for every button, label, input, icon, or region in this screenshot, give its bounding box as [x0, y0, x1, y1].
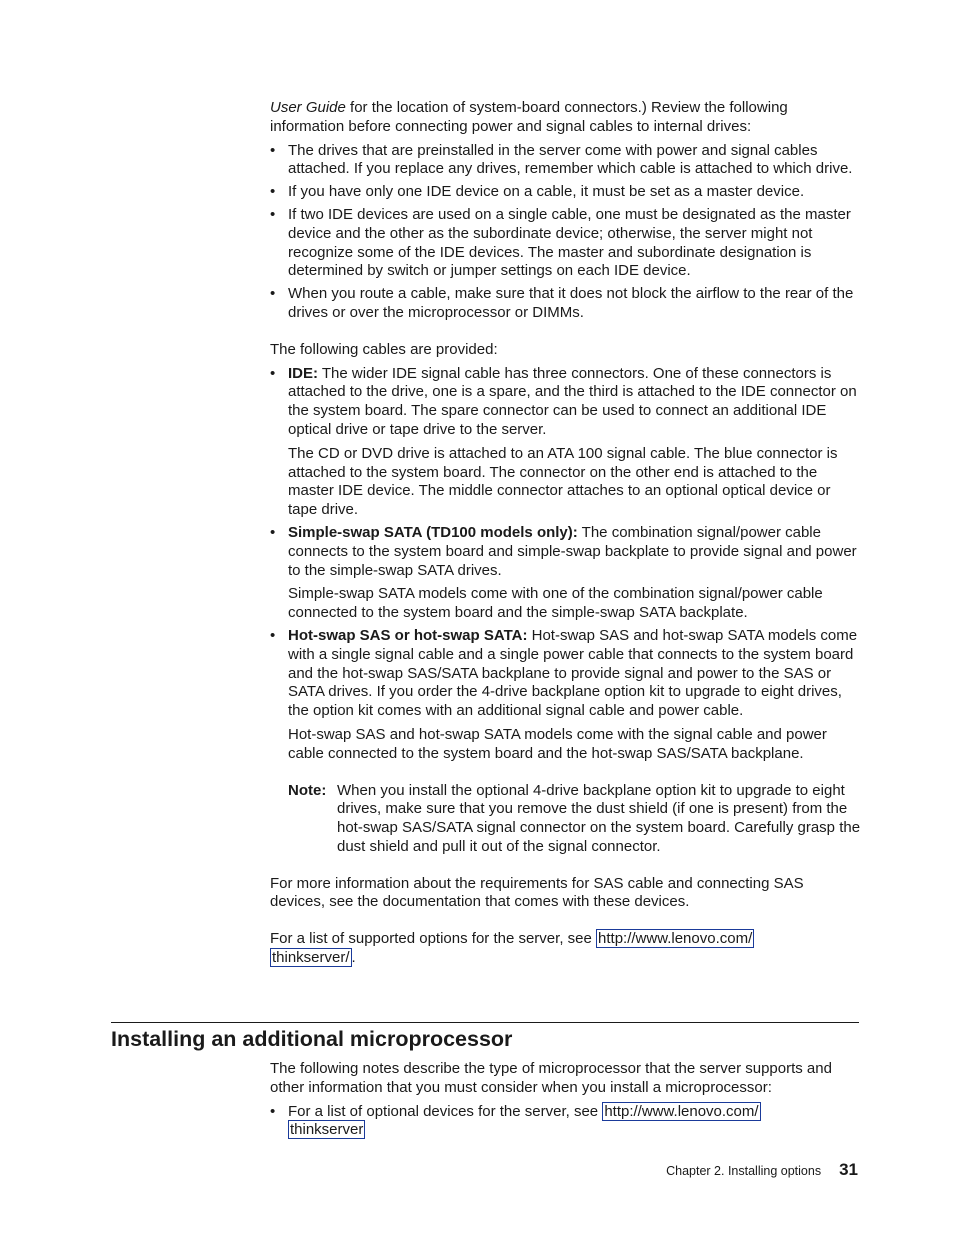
list-item: • When you route a cable, make sure that it does not block the airflow to the rear of the drives or over the microprocessor or DIMMs.	[270, 285, 862, 323]
micro-intro: The following notes describe the type of microprocessor that the server supports and other information that you must consider when you install a microprocessor:	[270, 1060, 832, 1096]
cable-extra: The CD or DVD drive is attached to an ATA 100 signal cable. The blue connector is attached to the system board. The connector on the other end is attached to the master IDE device. The middle connector attaches to an optional optical device or tape drive.	[288, 444, 838, 519]
cable-label: IDE:	[288, 364, 318, 382]
sas-info-paragraph: For more information about the requirements for SAS cable and connecting SAS devices, see the documentation that comes with these devices.	[270, 874, 804, 911]
cable-item-hot-swap: • Hot-swap SAS or hot-swap SATA: Hot-swap SAS and hot-swap SATA models come with a single signal cable and a single power cable that connects to the system board and the hot-swap SAS/SATA backplane to provide signal and power to the SAS or SATA drives. If you order the 4-drive backplane option kit to upgrade to eight drives, the option kit comes with an additional signal cable and power cable. Hot-swap SAS and hot-swap SATA models come with the signal cable and power cable connected to the system board and the hot-swap SAS/SATA backplane.	[270, 627, 862, 764]
cable-label: Simple-swap SATA (TD100 models only):	[288, 523, 578, 541]
list-item: • The drives that are preinstalled in the server come with power and signal cables attached. If you replace any drives, remember which cable is attached to which drive.	[270, 142, 862, 180]
upper-content	[270, 99, 862, 968]
list-item: • For a list of optional devices for the server, see http://www.lenovo.com/ thinkserver	[270, 1103, 862, 1141]
lenovo-link[interactable]: http://www.lenovo.com/	[604, 1102, 759, 1120]
lenovo-link[interactable]: http://www.lenovo.com/	[598, 930, 753, 948]
micro-list	[270, 1103, 862, 1141]
section-title: Installing an additional microprocessor	[111, 1027, 513, 1051]
cable-item-simple-swap: • Simple-swap SATA (TD100 models only): The combination signal/power cable connects to the system board and simple-swap backplate to provide signal and power to the simple-swap SATA drives. Simple-swap SATA models come with one of the combination signal/power cable connected to the system board and the simple-swap SATA backplate.	[270, 524, 862, 623]
lenovo-link-continued[interactable]: thinkserver/	[272, 949, 350, 967]
note-block	[288, 782, 862, 857]
note-text: When you install the optional 4-drive backplane option kit to upgrade to eight drives, make sure that you remove the dust shield (if one is present) from the hot-swap SAS/SATA signal connector on the system board. Carefully grasp the dust shield and pull it out of the signal connector.	[337, 781, 861, 855]
microprocessor-content	[270, 1060, 862, 1140]
cables-list	[270, 365, 862, 764]
chapter-label: Chapter 2. Installing options	[666, 1164, 822, 1178]
lenovo-link-continued[interactable]: thinkserver	[290, 1121, 364, 1139]
list-item: • If you have only one IDE device on a cable, it must be set as a master device.	[270, 183, 862, 202]
drive-cable-notes-list	[270, 142, 862, 323]
cables-intro: The following cables are provided:	[270, 340, 498, 358]
page-footer	[666, 1160, 858, 1180]
cable-extra: Hot-swap SAS and hot-swap SATA models come with the signal cable and power cable connected to the system board and the hot-swap SAS/SATA backplane.	[288, 725, 827, 762]
note-label: Note:	[288, 781, 327, 799]
list-item: • If two IDE devices are used on a single cable, one must be designated as the master device and the other as the subordinate device; otherwise, the server might not recognize some of the IDE devices. The master and subordinate designation is determined by switch or jumper settings on each IDE device.	[270, 206, 862, 281]
section-heading	[111, 1022, 859, 1052]
options-paragraph: For a list of supported options for the server, see http://www.lenovo.com/ thinkserver/ .	[270, 930, 753, 967]
cable-item-ide: • IDE: The wider IDE signal cable has three connectors. One of these connectors is attached to the drive, one is a spare, and the third is attached to the IDE connector on the system board. The spare connector can be used to connect an additional IDE optical drive or tape drive to the server. The CD or DVD drive is attached to an ATA 100 signal cable. The blue connector is attached to the system board. The connector on the other end is attached to the master IDE device. The middle connector attaches to an optional optical device or tape drive.	[270, 365, 862, 520]
page-number: 31	[839, 1160, 858, 1179]
cable-label: Hot-swap SAS or hot-swap SATA:	[288, 626, 528, 644]
cable-extra: Simple-swap SATA models come with one of the combination signal/power cable connected to the system board and the simple-swap SATA backplate.	[288, 585, 823, 622]
intro-paragraph: User Guide for the location of system-board connectors.) Review the following information before connecting power and signal cables to internal drives:	[270, 99, 788, 135]
user-guide-ref: User Guide	[270, 99, 346, 116]
